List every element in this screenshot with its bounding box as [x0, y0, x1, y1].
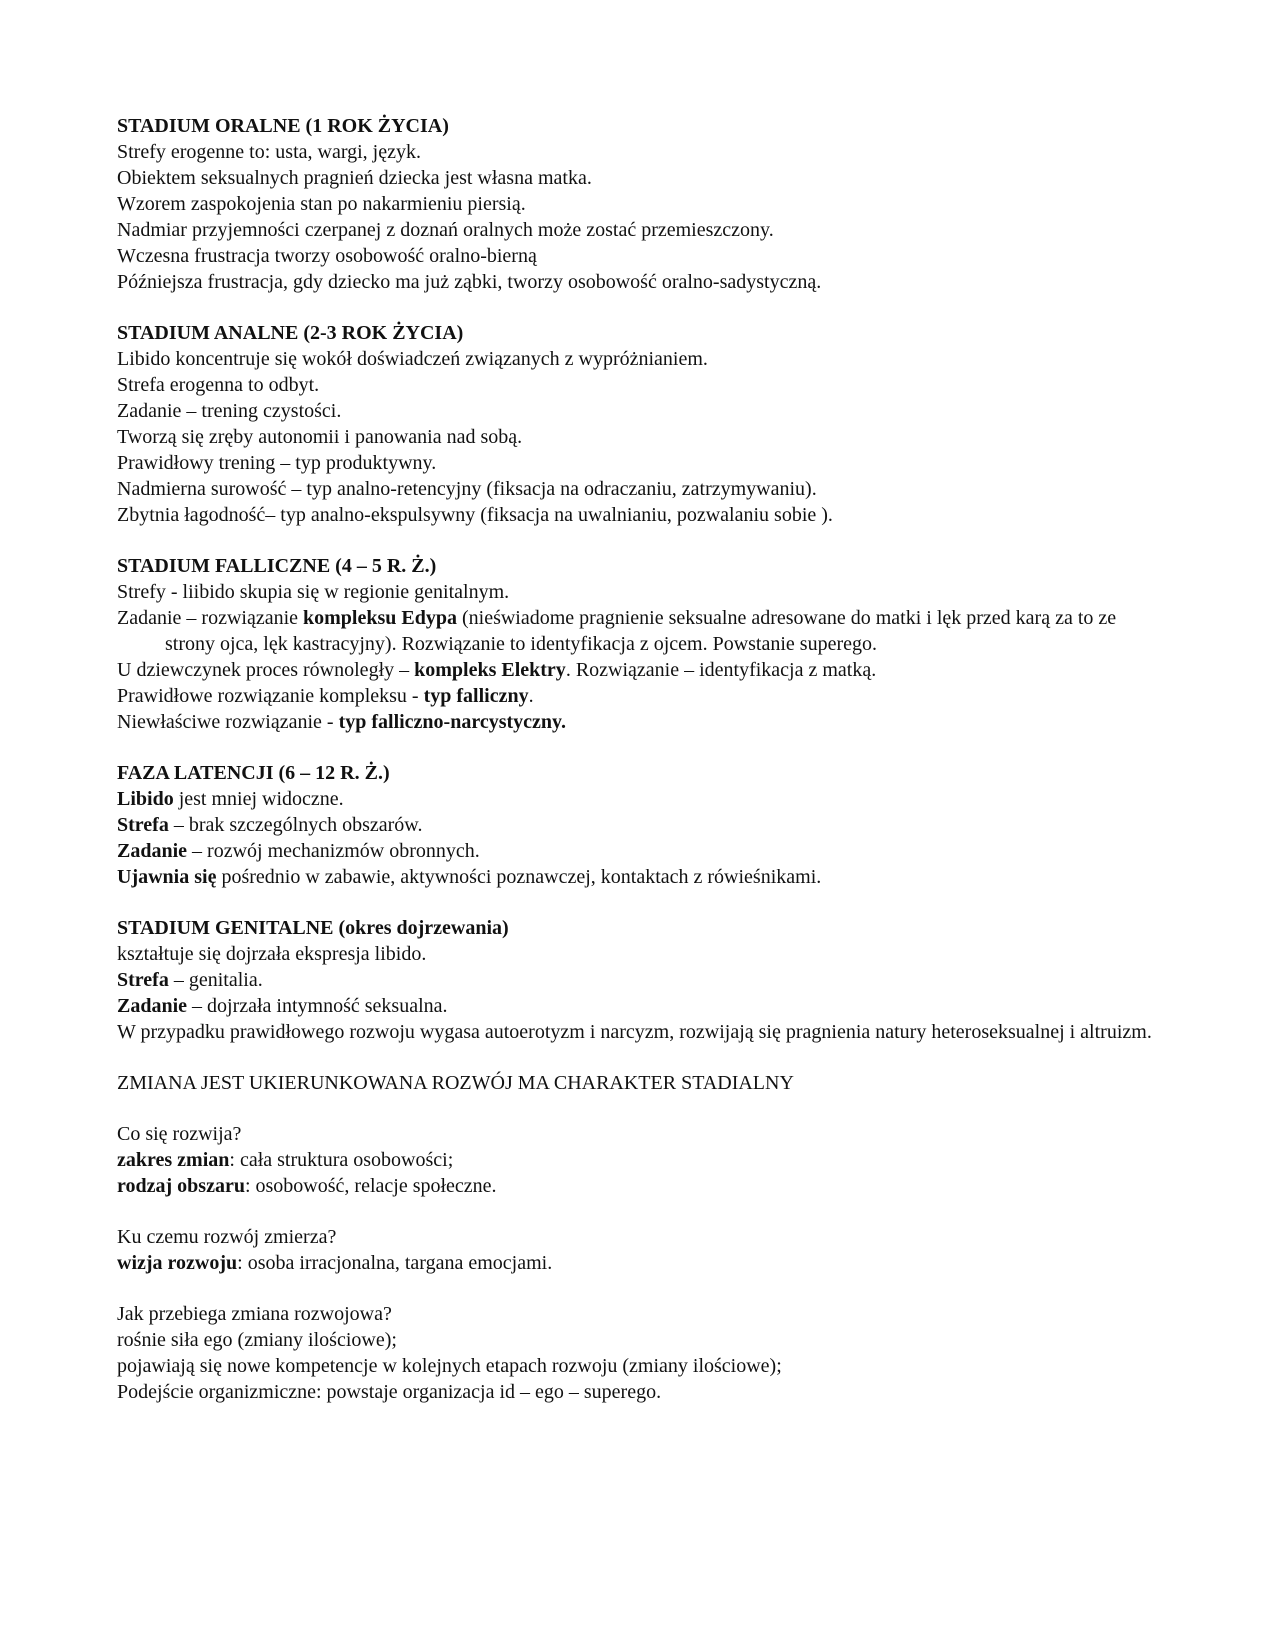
document-page	[117, 113, 1157, 1430]
text-run: Niewłaściwe rozwiązanie -	[117, 711, 339, 733]
bold-term: kompleksu Edypa	[303, 607, 457, 629]
text-run: – dojrzała intymność seksualna.	[187, 995, 448, 1017]
text-line: Strefa erogenna to odbyt.	[117, 374, 320, 396]
text-line	[117, 864, 1157, 890]
question-line: Jak przebiega zmiana rozwojowa?	[117, 1303, 392, 1325]
section-summary	[117, 1070, 1157, 1096]
heading-run: (okres dojrzewania)	[338, 917, 509, 939]
bold-term: typ falliczno-narcystyczny.	[338, 711, 566, 733]
section-heading: STADIUM ANALNE (2-3 ROK ŻYCIA)	[117, 322, 464, 344]
text-run: – brak szczególnych obszarów.	[168, 814, 423, 836]
bold-term: Zadanie	[117, 995, 188, 1017]
text-line	[117, 1173, 1157, 1199]
text-paragraph: W przypadku prawidłowego rozwoju wygasa autoerotyzm i narcyzm, rozwijają się pragnienia natury heteroseksualnej i altruizm.	[117, 1021, 1152, 1043]
bold-term: Ujawnia się	[117, 866, 217, 888]
bold-term: typ falliczny	[423, 685, 529, 707]
question-line: Ku czemu rozwój zmierza?	[117, 1226, 337, 1248]
text-line: Późniejsza frustracja, gdy dziecko ma już ząbki, tworzy osobowość oralno-sadystyczną.	[117, 271, 822, 293]
text-run: pośrednio w zabawie, aktywności poznawczej, kontaktach z rówieśnikami.	[216, 866, 822, 888]
text-run: : osobowość, relacje społeczne.	[244, 1175, 497, 1197]
text-line	[117, 838, 1157, 864]
text-paragraph	[117, 605, 1157, 657]
text-run: : osoba irracjonalna, targana emocjami.	[237, 1252, 553, 1274]
text-run: – rozwój mechanizmów obronnych.	[187, 840, 480, 862]
section-what-develops	[117, 1121, 1157, 1199]
section-development-goal	[117, 1224, 1157, 1276]
section-latency-phase	[117, 760, 1157, 890]
text-line: Nadmierna surowość – typ analno-retencyjny (fiksacja na odraczaniu, zatrzymywaniu).	[117, 478, 817, 500]
text-line: Nadmiar przyjemności czerpanej z doznań oralnych może zostać przemieszczony.	[117, 219, 774, 241]
section-heading: STADIUM ORALNE (1 ROK ŻYCIA)	[117, 115, 449, 137]
text-line	[117, 967, 1157, 993]
section-how-change-proceeds	[117, 1301, 1157, 1405]
text-run: . Rozwiązanie – identyfikacja z matką.	[565, 659, 877, 681]
section-anal-stage	[117, 320, 1157, 528]
text-line: Podejście organizmiczne: powstaje organizacja id – ego – superego.	[117, 1381, 662, 1403]
section-heading: STADIUM FALLICZNE (4 – 5 R. Ż.)	[117, 555, 437, 577]
text-line: Strefy erogenne to: usta, wargi, język.	[117, 141, 421, 163]
bold-term: Zadanie	[117, 840, 188, 862]
section-oral-stage	[117, 113, 1157, 295]
text-run: (nieświadome pragnienie seksualne adresowane do matki i lęk przed karą za to ze strony ojca, lęk kastracyjny). Rozwiązanie to identyfikacja z ojcem. Powstanie superego.	[165, 607, 1117, 655]
section-genital-stage	[117, 915, 1157, 1045]
bold-term: wizja rozwoju	[117, 1252, 238, 1274]
text-line	[117, 786, 1157, 812]
text-line: Zbytnia łagodność– typ analno-ekspulsywny (fiksacja na uwalnianiu, pozwalaniu sobie ).	[117, 504, 833, 526]
text-line	[117, 657, 1157, 683]
heading-run: STADIUM GENITALNE	[117, 917, 339, 939]
text-line	[117, 812, 1157, 838]
bold-term: zakres zmian	[117, 1149, 230, 1171]
text-line	[117, 1250, 1157, 1276]
text-run: jest mniej widoczne.	[173, 788, 344, 810]
text-run: : cała struktura osobowości;	[229, 1149, 454, 1171]
text-line: Wzorem zaspokojenia stan po nakarmieniu piersią.	[117, 193, 526, 215]
text-run: Prawidłowe rozwiązanie kompleksu -	[117, 685, 424, 707]
text-line	[117, 1147, 1157, 1173]
question-line: Co się rozwija?	[117, 1123, 242, 1145]
text-run: Zadanie – rozwiązanie	[117, 607, 304, 629]
text-run: U dziewczynek proces równoległy –	[117, 659, 415, 681]
text-line: Prawidłowy trening – typ produktywny.	[117, 452, 437, 474]
section-heading: FAZA LATENCJI (6 – 12 R. Ż.)	[117, 762, 390, 784]
text-line: Wczesna frustracja tworzy osobowość oralno-bierną	[117, 245, 537, 267]
bold-term: Libido	[117, 788, 174, 810]
text-line: Tworzą się zręby autonomii i panowania nad sobą.	[117, 426, 523, 448]
bold-term: kompleks Elektry	[414, 659, 566, 681]
text-line: kształtuje się dojrzała ekspresja libido.	[117, 943, 427, 965]
summary-heading: ZMIANA JEST UKIERUNKOWANA ROZWÓJ MA CHARAKTER STADIALNY	[117, 1072, 794, 1094]
text-line	[117, 709, 1157, 735]
text-line	[117, 683, 1157, 709]
section-heading	[117, 915, 1157, 941]
text-line: pojawiają się nowe kompetencje w kolejnych etapach rozwoju (zmiany ilościowe);	[117, 1355, 782, 1377]
text-line: Obiektem seksualnych pragnień dziecka jest własna matka.	[117, 167, 592, 189]
text-line: Libido koncentruje się wokół doświadczeń związanych z wypróżnianiem.	[117, 348, 708, 370]
text-run: – genitalia.	[168, 969, 263, 991]
text-run: .	[528, 685, 534, 707]
text-line: rośnie siła ego (zmiany ilościowe);	[117, 1329, 397, 1351]
text-line	[117, 993, 1157, 1019]
bold-term: rodzaj obszaru	[117, 1175, 245, 1197]
section-phallic-stage	[117, 553, 1157, 735]
bold-term: Strefa	[117, 814, 169, 836]
bold-term: Strefa	[117, 969, 169, 991]
text-line: Zadanie – trening czystości.	[117, 400, 342, 422]
text-line: Strefy - liibido skupia się w regionie genitalnym.	[117, 581, 510, 603]
